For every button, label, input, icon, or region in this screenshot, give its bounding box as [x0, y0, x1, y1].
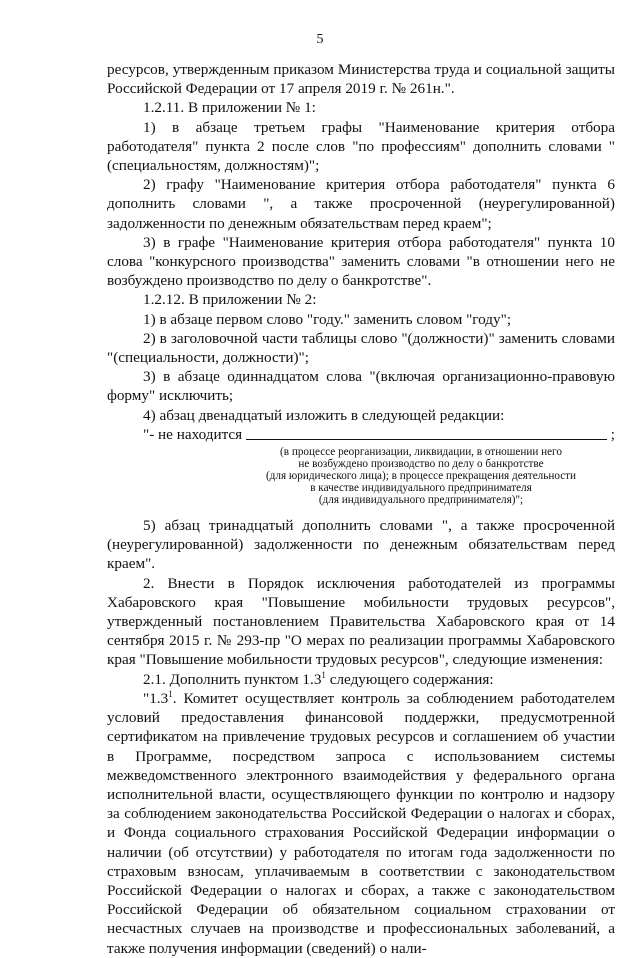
fill-line-suffix: ;	[610, 425, 615, 443]
paragraph-1-2-12: 1.2.12. В приложении № 2:	[143, 291, 317, 309]
paragraph-item-1: 1) в абзаце третьем графы "Наименование критерия отбора работодателя" пункта 2 после слов "по профессиям" дополнить словами "(специальностям, должностям)";	[107, 118, 615, 175]
note-line: (в процессе реорганизации, ликвидации, в отношении него	[280, 446, 562, 459]
text-1-3-before: "1.3	[143, 689, 169, 707]
fill-in-line	[107, 425, 615, 444]
paragraph-item-3b: 3) в абзаце одиннадцатом слова "(включая организационно-правовую форму" исключить;	[107, 368, 615, 405]
note-line: (для индивидуального предпринимателя)";	[318, 494, 524, 507]
footnote-block	[107, 446, 615, 506]
blank-underline	[246, 438, 607, 440]
paragraph-item-4b: 4) абзац двенадцатый изложить в следующей редакции:	[143, 406, 505, 424]
note-line: не возбуждено производство по делу о банкротстве	[298, 458, 544, 471]
page-number: 5	[316, 32, 324, 47]
text-2-1-before: 2.1. Дополнить пунктом 1.3	[143, 670, 322, 688]
superscript: 1	[321, 669, 326, 680]
paragraph-2-1	[107, 670, 615, 689]
paragraph-1-3-1	[107, 689, 615, 958]
paragraph-item-2: 2) графу "Наименование критерия отбора работодателя" пункта 6 дополнить словами ", а также просроченной (неурегулированной) задолженности по денежным обязательствам перед краем";	[107, 176, 615, 232]
paragraph-item-2b: 2) в заголовочной части таблицы слово "(должности)" заменить словами "(специальности, должности)";	[107, 329, 615, 367]
paragraph-section-2: 2. Внести в Порядок исключения работодателей из программы Хабаровского края "Повышение мобильности трудовых ресурсов", утвержденный постановлением Правительства Хабаровского края от 14 сентября 2015 г. № 293-пр "О мерах по реализации программы Хабаровского края "Повышение мобильности трудовых ресурсов", следующие изменения:	[107, 574, 615, 669]
paragraph-item-3: 3) в графе "Наименование критерия отбора работодателя" пункта 10 слова "конкурсного производства" заменить словами "в отношении него не возбуждено производство по делу о банкротстве".	[107, 233, 615, 290]
document-body	[107, 60, 615, 958]
text-1-3-after: . Комитет осуществляет контроль за соблюдением работодателем условий предоставления финансовой поддержки, предусмотренной сертификатом на привлечение трудовых ресурсов и соглашением об участии в Программе, посредством запроса с использованием системы межведомственного электронного взаимодействия у федерального органа исполнительной власти, осуществляющего функции по контролю и надзору за соблюдением законодательства Российской Федерации о налогах и сборах, и Фонда социального страхования Российской Федерации информации о наличии (об отсутствии) у работодателя по итогам года задолженности по страховым взносам, уплачиваемым в соответствии с законодательством Российской Федерации о налогах и сборах, а также с законодательством Российской Федерации об обязательном социальном страховании от несчастных случаев на производстве и профессиональных заболеваний, а также получения информации (сведений) о нали-	[107, 689, 615, 957]
text-2-1-after: следующего содержания:	[325, 670, 494, 688]
superscript: 1	[168, 688, 173, 699]
paragraph-item-1b: 1) в абзаце первом слово "году." заменить словом "году";	[143, 310, 512, 328]
paragraph-1-2-11: 1.2.11. В приложении № 1:	[143, 99, 316, 117]
note-line: в качестве индивидуального предпринимателя	[310, 482, 532, 495]
paragraph-item-5b: 5) абзац тринадцатый дополнить словами ", а также просроченной (неурегулированной) задолженности по денежным обязательствам перед краем".	[107, 517, 615, 573]
paragraph-continuation: ресурсов, утвержденным приказом Министерства труда и социальной защиты Российской Федерации от 17 апреля 2019 г. № 261н.".	[107, 61, 615, 98]
fill-line-prefix: "- не находится	[143, 425, 243, 443]
note-line: (для юридического лица); в процессе прекращения деятельности	[265, 470, 577, 483]
